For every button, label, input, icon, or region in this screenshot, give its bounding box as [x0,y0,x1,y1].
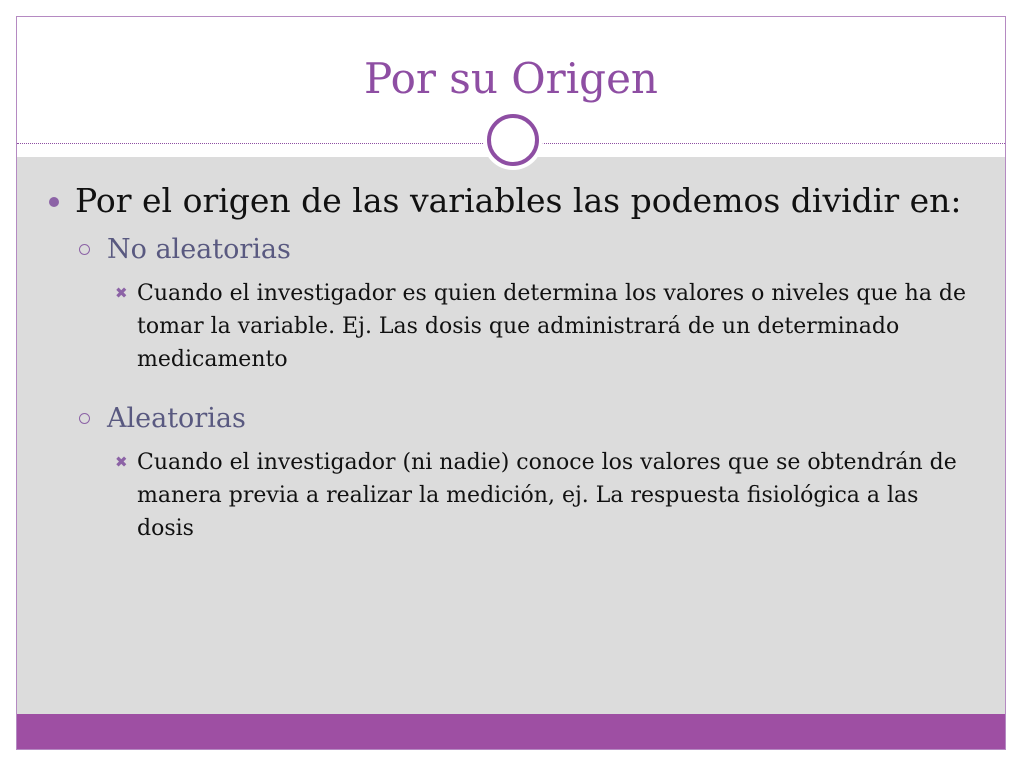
subbullet-heading: No aleatorias [107,234,291,265]
ring-bullet-icon [79,413,90,424]
subbullet-aleatorias [107,403,987,435]
detail-text: Cuando el investigador (ni nadie) conoce los valores que se obtendrán de manera previa a realizar la medición, ej. La respuesta fisiológica a las dosis [137,450,957,541]
subbullet-no-aleatorias [107,234,987,266]
detail-aleatorias [115,446,967,545]
circle-ornament-icon [487,114,539,166]
bullet-dot-icon [49,197,59,207]
slide [16,16,1006,750]
slide-title: Por su Origen [364,54,658,103]
x-bullet-icon: ✖ [115,453,128,471]
bullet-main [75,181,995,221]
detail-no-aleatorias [115,277,967,376]
detail-text: Cuando el investigador es quien determina los valores o niveles que ha de tomar la variable. Ej. Las dosis que administrará de un determinado medicamento [137,281,967,372]
footer-bar [17,714,1005,749]
subbullet-heading: Aleatorias [107,403,246,434]
x-bullet-icon: ✖ [115,284,128,302]
bullet-main-text: Por el origen de las variables las podemos dividir en: [75,181,962,220]
ring-bullet-icon [79,244,90,255]
